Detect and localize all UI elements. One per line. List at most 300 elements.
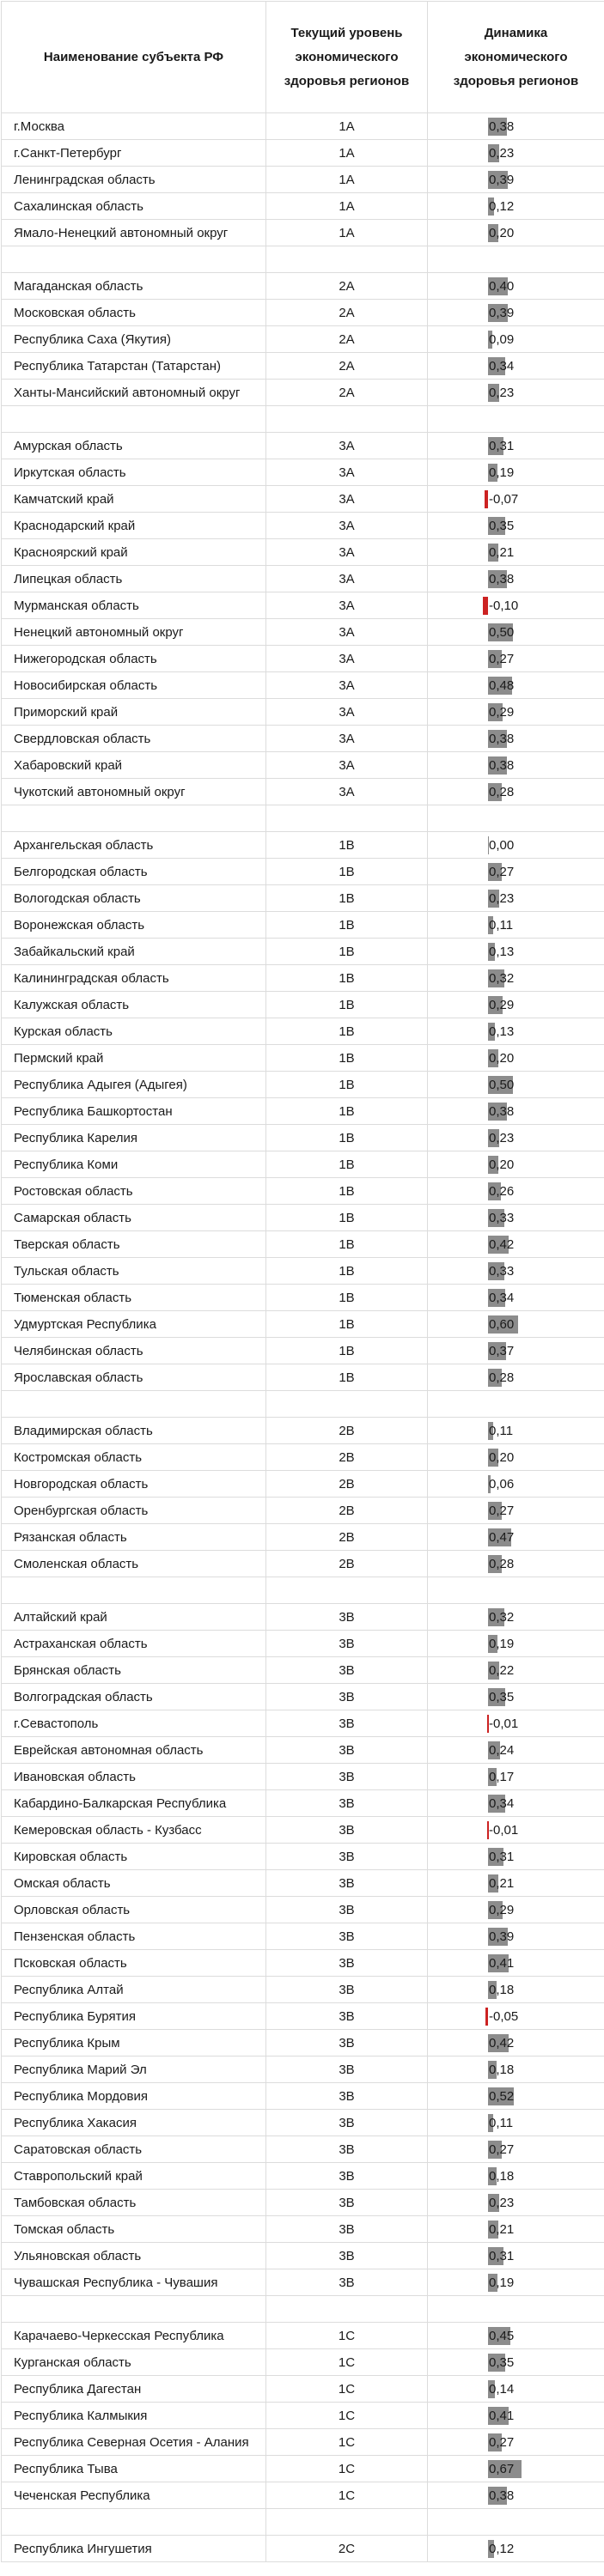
table-row [2, 1844, 604, 1870]
current-level: 1B [266, 1311, 428, 1338]
dynamics-cell [428, 1923, 604, 1950]
dynamics-value: 0,23 [489, 1131, 515, 1145]
table-row [2, 513, 604, 539]
dynamics-cell [428, 1151, 604, 1178]
region-name: Приморский край [2, 699, 266, 726]
dynamics-bar [485, 490, 488, 508]
header-dynamics-line: здоровья регионов [453, 73, 579, 88]
region-name: Тюменская область [2, 1285, 266, 1311]
empty-cell [266, 246, 428, 273]
region-name: Новосибирская область [2, 672, 266, 699]
region-name: Астраханская область [2, 1631, 266, 1657]
dynamics-value: 0,47 [489, 1530, 515, 1545]
region-name: Алтайский край [2, 1604, 266, 1631]
table-row [2, 539, 604, 566]
dynamics-value: 0,50 [489, 625, 515, 640]
dynamics-cell [428, 1045, 604, 1072]
table-body [2, 113, 604, 2562]
current-level: 1B [266, 965, 428, 992]
empty-cell [428, 1577, 604, 1604]
dynamics-value: 0,18 [489, 2169, 515, 2184]
dynamics-value: 0,13 [489, 945, 515, 959]
dynamics-value: 0,42 [489, 2036, 515, 2050]
current-level: 3B [266, 2216, 428, 2243]
table-row [2, 1231, 604, 1258]
group-separator-row [2, 805, 604, 832]
table-row [2, 1977, 604, 2003]
header-current-level-line: Текущий уровень [290, 25, 403, 40]
dynamics-cell [428, 459, 604, 486]
current-level: 3A [266, 592, 428, 619]
dynamics-value: 0,48 [489, 678, 515, 693]
region-name: Ростовская область [2, 1178, 266, 1205]
dynamics-cell [428, 619, 604, 646]
table-row [2, 380, 604, 406]
table-row [2, 1657, 604, 1684]
dynamics-value: 0,40 [489, 279, 515, 294]
region-name: Республика Дагестан [2, 2376, 266, 2403]
dynamics-cell [428, 912, 604, 939]
current-level: 3B [266, 1817, 428, 1844]
region-name: Белгородская область [2, 859, 266, 885]
table-row [2, 1098, 604, 1125]
dynamics-cell [428, 752, 604, 779]
current-level: 2B [266, 1418, 428, 1444]
dynamics-bar [485, 2008, 488, 2026]
current-level: 1B [266, 1364, 428, 1391]
table-row [2, 912, 604, 939]
table-row [2, 1471, 604, 1498]
dynamics-value: -0,01 [489, 1823, 519, 1838]
table-row [2, 2136, 604, 2163]
dynamics-value: 0,27 [489, 1504, 515, 1518]
table-row [2, 619, 604, 646]
table-row [2, 965, 604, 992]
current-level: 3B [266, 1897, 428, 1923]
empty-cell [2, 805, 266, 832]
dynamics-value: 0,13 [489, 1024, 515, 1039]
empty-cell [266, 1577, 428, 1604]
current-level: 1B [266, 992, 428, 1018]
empty-cell [428, 246, 604, 273]
region-name: Нижегородская область [2, 646, 266, 672]
current-level: 1B [266, 1231, 428, 1258]
dynamics-value: 0,37 [489, 1344, 515, 1358]
region-name: Воронежская область [2, 912, 266, 939]
dynamics-cell [428, 2083, 604, 2110]
dynamics-cell [428, 1231, 604, 1258]
dynamics-cell [428, 300, 604, 326]
dynamics-value: 0,29 [489, 705, 515, 720]
dynamics-value: 0,39 [489, 306, 515, 320]
dynamics-cell [428, 2110, 604, 2136]
current-level: 3B [266, 2030, 428, 2057]
region-name: г.Москва [2, 113, 266, 140]
dynamics-cell [428, 486, 604, 513]
dynamics-value: 0,12 [489, 2542, 515, 2556]
region-name: Республика Татарстан (Татарстан) [2, 353, 266, 380]
dynamics-value: 0,11 [489, 918, 514, 933]
current-level: 2C [266, 2536, 428, 2562]
table-row [2, 2190, 604, 2216]
region-name: Ивановская область [2, 1764, 266, 1790]
dynamics-cell [428, 1418, 604, 1444]
dynamics-cell [428, 2243, 604, 2269]
current-level: 1A [266, 167, 428, 193]
current-level: 2B [266, 1444, 428, 1471]
dynamics-cell [428, 726, 604, 752]
table-row [2, 646, 604, 672]
dynamics-cell [428, 1870, 604, 1897]
dynamics-value: 0,38 [489, 732, 515, 746]
table-row [2, 220, 604, 246]
dynamics-cell [428, 2003, 604, 2030]
current-level: 3B [266, 2243, 428, 2269]
dynamics-value: 0,34 [489, 1796, 515, 1811]
table-row [2, 1364, 604, 1391]
table-row [2, 2057, 604, 2083]
dynamics-value: 0,28 [489, 1557, 515, 1571]
dynamics-cell [428, 539, 604, 566]
dynamics-value: 0,23 [489, 2196, 515, 2210]
table-row [2, 1870, 604, 1897]
current-level: 3B [266, 1764, 428, 1790]
table-row [2, 2349, 604, 2376]
dynamics-value: -0,05 [489, 2009, 519, 2024]
group-separator-row [2, 246, 604, 273]
dynamics-cell [428, 1551, 604, 1577]
dynamics-value: 0,24 [489, 1743, 515, 1758]
region-name: Карачаево-Черкесская Республика [2, 2323, 266, 2349]
region-name: Магаданская область [2, 273, 266, 300]
dynamics-cell [428, 193, 604, 220]
dynamics-cell [428, 1364, 604, 1391]
region-name: Новгородская область [2, 1471, 266, 1498]
dynamics-value: 0,18 [489, 2063, 515, 2077]
dynamics-value: 0,14 [489, 2382, 515, 2397]
table-row [2, 726, 604, 752]
region-name: Чувашская Республика - Чувашия [2, 2269, 266, 2296]
region-name: Республика Коми [2, 1151, 266, 1178]
region-name: Мурманская область [2, 592, 266, 619]
dynamics-cell [428, 1018, 604, 1045]
table-row [2, 1125, 604, 1151]
dynamics-value: 0,67 [489, 2462, 515, 2476]
table-row [2, 939, 604, 965]
empty-cell [2, 2509, 266, 2536]
region-name: Липецкая область [2, 566, 266, 592]
current-level: 3B [266, 1790, 428, 1817]
current-level: 3B [266, 1710, 428, 1737]
header-dynamics [428, 2, 604, 113]
current-level: 1B [266, 1151, 428, 1178]
table-row [2, 832, 604, 859]
dynamics-cell [428, 592, 604, 619]
dynamics-cell [428, 2216, 604, 2243]
current-level: 3A [266, 539, 428, 566]
region-name: Республика Калмыкия [2, 2403, 266, 2429]
empty-cell [2, 1391, 266, 1418]
dynamics-cell [428, 513, 604, 539]
current-level: 1B [266, 1258, 428, 1285]
table-row [2, 1684, 604, 1710]
dynamics-cell [428, 992, 604, 1018]
empty-cell [266, 2296, 428, 2323]
region-name: Оренбургская область [2, 1498, 266, 1524]
dynamics-cell [428, 2269, 604, 2296]
table-row [2, 1790, 604, 1817]
dynamics-cell [428, 1764, 604, 1790]
dynamics-cell [428, 1684, 604, 1710]
table-row [2, 113, 604, 140]
region-name: Ставропольский край [2, 2163, 266, 2190]
current-level: 2A [266, 273, 428, 300]
current-level: 3B [266, 1844, 428, 1870]
current-level: 3A [266, 433, 428, 459]
region-name: Свердловская область [2, 726, 266, 752]
table-row [2, 1205, 604, 1231]
region-name: Брянская область [2, 1657, 266, 1684]
dynamics-cell [428, 2030, 604, 2057]
region-name: Пермский край [2, 1045, 266, 1072]
dynamics-cell [428, 1710, 604, 1737]
dynamics-cell [428, 220, 604, 246]
table-row [2, 2403, 604, 2429]
empty-cell [266, 2509, 428, 2536]
table-row [2, 1311, 604, 1338]
empty-cell [428, 2296, 604, 2323]
dynamics-cell [428, 646, 604, 672]
dynamics-value: 0,60 [489, 1317, 515, 1332]
region-name: Челябинская область [2, 1338, 266, 1364]
current-level: 3B [266, 2269, 428, 2296]
table-row [2, 672, 604, 699]
dynamics-cell [428, 699, 604, 726]
empty-cell [266, 805, 428, 832]
region-name: Чеченская Республика [2, 2482, 266, 2509]
dynamics-value: 0,29 [489, 998, 515, 1012]
region-name: Кабардино-Балкарская Республика [2, 1790, 266, 1817]
table-row [2, 566, 604, 592]
current-level: 2B [266, 1498, 428, 1524]
region-name: Орловская область [2, 1897, 266, 1923]
table-row [2, 2110, 604, 2136]
dynamics-value: 0,34 [489, 1291, 515, 1305]
dynamics-value: 0,19 [489, 2275, 515, 2290]
current-level: 1B [266, 1205, 428, 1231]
table-row [2, 1551, 604, 1577]
group-separator-row [2, 1391, 604, 1418]
table-row [2, 1737, 604, 1764]
dynamics-value: 0,31 [489, 1850, 515, 1864]
current-level: 3A [266, 672, 428, 699]
dynamics-cell [428, 1205, 604, 1231]
table-row [2, 2003, 604, 2030]
dynamics-cell [428, 1631, 604, 1657]
region-name: Хабаровский край [2, 752, 266, 779]
region-name: Республика Хакасия [2, 2110, 266, 2136]
dynamics-cell [428, 1444, 604, 1471]
current-level: 3A [266, 619, 428, 646]
header-dynamics-line: Динамика [484, 25, 548, 40]
region-name: Курская область [2, 1018, 266, 1045]
region-name: Республика Карелия [2, 1125, 266, 1151]
region-name: Рязанская область [2, 1524, 266, 1551]
dynamics-value: 0,38 [489, 2488, 515, 2503]
current-level: 3A [266, 459, 428, 486]
current-level: 1C [266, 2456, 428, 2482]
dynamics-value: 0,11 [489, 1424, 514, 1438]
dynamics-value: 0,39 [489, 173, 515, 187]
dynamics-value: 0,27 [489, 652, 515, 666]
table-row [2, 2030, 604, 2057]
dynamics-cell [428, 1072, 604, 1098]
table-row [2, 486, 604, 513]
dynamics-cell [428, 353, 604, 380]
current-level: 1C [266, 2429, 428, 2456]
dynamics-value: 0,35 [489, 2355, 515, 2370]
current-level: 3A [266, 566, 428, 592]
current-level: 1B [266, 1125, 428, 1151]
region-name: Камчатский край [2, 486, 266, 513]
dynamics-cell [428, 2323, 604, 2349]
group-separator-row [2, 406, 604, 433]
region-name: Чукотский автономный округ [2, 779, 266, 805]
region-name: Омская область [2, 1870, 266, 1897]
current-level: 3B [266, 2190, 428, 2216]
header-row [2, 2, 604, 113]
current-level: 1C [266, 2349, 428, 2376]
region-name: Ульяновская область [2, 2243, 266, 2269]
dynamics-value: 0,52 [489, 2089, 515, 2104]
table-row [2, 752, 604, 779]
region-name: Сахалинская область [2, 193, 266, 220]
dynamics-value: 0,20 [489, 1450, 515, 1465]
region-name: Томская область [2, 2216, 266, 2243]
dynamics-value: 0,35 [489, 1690, 515, 1704]
current-level: 1B [266, 1045, 428, 1072]
dynamics-cell [428, 113, 604, 140]
header-dynamics-line: экономического [464, 49, 568, 64]
dynamics-value: 0,35 [489, 519, 515, 533]
dynamics-value: 0,21 [489, 545, 515, 560]
dynamics-value: 0,19 [489, 1637, 515, 1651]
current-level: 1A [266, 220, 428, 246]
region-name: Республика Башкортостан [2, 1098, 266, 1125]
dynamics-cell [428, 1657, 604, 1684]
dynamics-cell [428, 2163, 604, 2190]
current-level: 3A [266, 779, 428, 805]
dynamics-cell [428, 859, 604, 885]
table-row [2, 779, 604, 805]
dynamics-cell [428, 380, 604, 406]
dynamics-value: 0,38 [489, 572, 515, 586]
dynamics-cell [428, 1311, 604, 1338]
table-row [2, 2456, 604, 2482]
table-row [2, 2429, 604, 2456]
table-row [2, 167, 604, 193]
empty-cell [428, 2509, 604, 2536]
region-name: Костромская область [2, 1444, 266, 1471]
region-name: Тамбовская область [2, 2190, 266, 2216]
table-row [2, 353, 604, 380]
region-name: Республика Тыва [2, 2456, 266, 2482]
current-level: 1B [266, 1178, 428, 1205]
current-level: 3B [266, 1870, 428, 1897]
table-row [2, 2482, 604, 2509]
header-current-level-line: экономического [295, 49, 399, 64]
dynamics-value: 0,38 [489, 119, 515, 134]
region-name: Иркутская область [2, 459, 266, 486]
region-name: Республика Ингушетия [2, 2536, 266, 2562]
dynamics-cell [428, 2482, 604, 2509]
current-level: 1B [266, 1072, 428, 1098]
current-level: 3A [266, 726, 428, 752]
empty-cell [428, 1391, 604, 1418]
dynamics-cell [428, 1737, 604, 1764]
dynamics-value: 0,06 [489, 1477, 515, 1492]
region-name: Ленинградская область [2, 167, 266, 193]
dynamics-value: 0,23 [489, 386, 515, 400]
table-row [2, 1072, 604, 1098]
region-name: Забайкальский край [2, 939, 266, 965]
region-name: Ненецкий автономный округ [2, 619, 266, 646]
dynamics-value: -0,01 [489, 1716, 519, 1731]
current-level: 3B [266, 1977, 428, 2003]
table-row [2, 1950, 604, 1977]
dynamics-cell [428, 779, 604, 805]
table-row [2, 1018, 604, 1045]
current-level: 3A [266, 513, 428, 539]
dynamics-cell [428, 167, 604, 193]
dynamics-cell [428, 1285, 604, 1311]
empty-cell [2, 1577, 266, 1604]
dynamics-cell [428, 326, 604, 353]
dynamics-value: 0,33 [489, 1211, 515, 1225]
dynamics-cell [428, 1790, 604, 1817]
dynamics-cell [428, 2190, 604, 2216]
header-current-level-line: здоровья регионов [284, 73, 410, 88]
region-name: Еврейская автономная область [2, 1737, 266, 1764]
table-row [2, 140, 604, 167]
table-row [2, 433, 604, 459]
current-level: 1B [266, 912, 428, 939]
dynamics-cell [428, 2403, 604, 2429]
region-name: Калининградская область [2, 965, 266, 992]
dynamics-cell [428, 2057, 604, 2083]
current-level: 2A [266, 353, 428, 380]
dynamics-value: 0,27 [489, 2435, 515, 2450]
current-level: 3B [266, 1604, 428, 1631]
region-name: Саратовская область [2, 2136, 266, 2163]
dynamics-cell [428, 2136, 604, 2163]
dynamics-value: 0,27 [489, 865, 515, 879]
dynamics-cell [428, 672, 604, 699]
current-level: 3B [266, 2136, 428, 2163]
dynamics-cell [428, 1977, 604, 2003]
region-name: Амурская область [2, 433, 266, 459]
current-level: 1A [266, 113, 428, 140]
current-level: 2B [266, 1471, 428, 1498]
region-name: Республика Марий Эл [2, 2057, 266, 2083]
table-row [2, 2269, 604, 2296]
dynamics-value: -0,07 [489, 492, 519, 507]
dynamics-cell [428, 1338, 604, 1364]
current-level: 1B [266, 885, 428, 912]
table-row [2, 2243, 604, 2269]
current-level: 3B [266, 2083, 428, 2110]
region-name: Тверская область [2, 1231, 266, 1258]
